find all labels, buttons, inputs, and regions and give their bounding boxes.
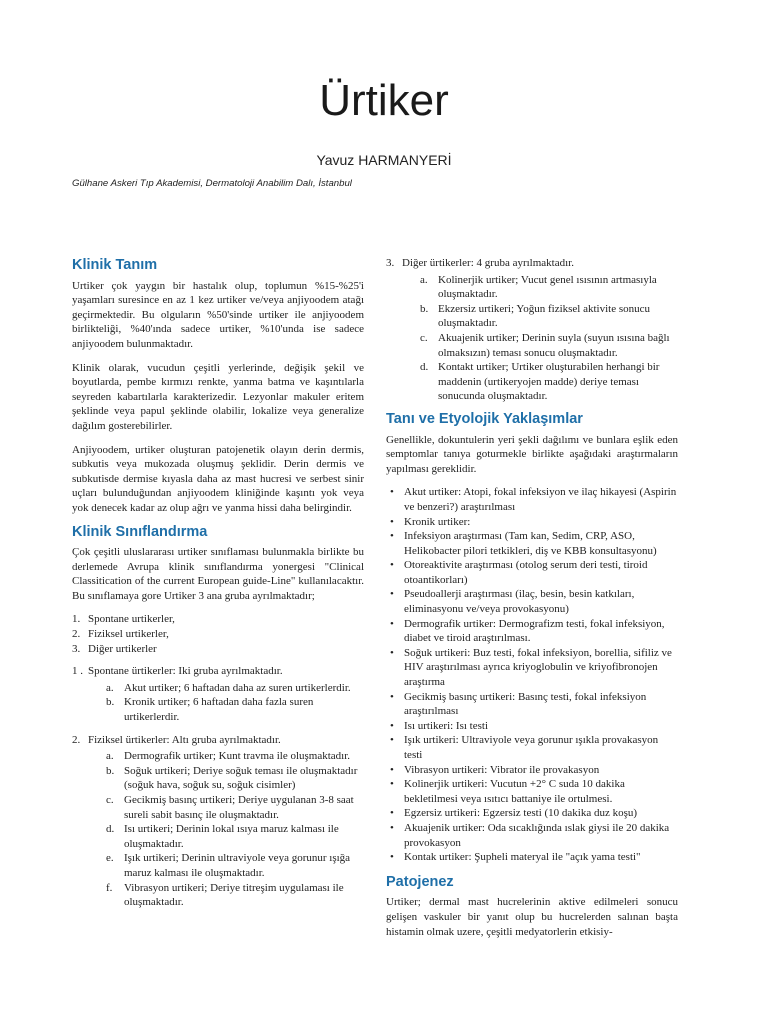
group-list [72, 612, 364, 656]
right-column [386, 256, 678, 948]
list-item: a. Kolinerjik urtiker; Vucut genel ısısının artmasıyla oluşmaktadır. [420, 273, 657, 301]
list-item: d. Kontakt urtiker; Urtiker oluşturabilen herhangi bir maddenin (urtikeryojen madde) deriye teması sonucunda oluşmaktadır. [420, 361, 660, 403]
list-item: • Otoreaktivite araştırması (otolog serum deri testi, tiroid otoantikorları) [386, 558, 678, 587]
list-item: 2. Fiziksel ürtikerler: Altı gruba ayrılmaktadır. a. Dermografik urtiker; Kunt travma ile oluşmaktadır. b. Soğuk urtikeri; Deriye soğuk teması ile oluşmaktadır (soğuk hava, soğuk su, soğuk cisimler) c. Gecikmiş basınç urtikeri; Deriye uygulanan 3-8 saat sureli sabit basınç ile oluşmaktadır. d. Isı urtikeri; Derinin lokal ısıya maruz kalması ile oluşmaktadır. e. Işık urtikeri; Derinin ultraviyole veya gorunur ışığa maruz kalması ile oluşmaktadır. f. Vibrasyon urtikeri; Deriye titreşim uygulaması ile oluşmaktadır. [72, 733, 364, 910]
list-item: • Vibrasyon urtikeri: Vibrator ile provakasyon [386, 763, 678, 778]
paragraph: Anjiyoodem, urtiker oluşturan patojenetik olayın derin dermis, subkutis veya mukozada oluşmuş şeklidir. Derin dermis ve subkutisde dermise kıyasla daha az mast hucresi ve serbest sinir uçları bulunduğundan anjiyoodem kliniğinde kaşıntı yok veya yok denecek kadar az olup ağrı ve yanma hissi daha belirgindir. [72, 443, 364, 514]
list-item: • Gecikmiş basınç urtikeri: Basınç testi, fokal infeksiyon araştırılması [386, 690, 678, 719]
list-item: 3. Diğer ürtikerler: 4 gruba ayrılmaktadır. a. Kolinerjik urtiker; Vucut genel ısısının artmasıyla oluşmaktadır. b. Ekzersiz urtikeri; Yoğun fiziksel aktivite sonucu oluşmaktadır. c. Akuajenik urtiker; Derinin suyla (suyun ısısına bağlı olmaksızın) teması sonucu oluşmaktadır. d. Kontakt urtiker; Urtiker oluşturabilen herhangi bir maddenin (urtikeryojen madde) deriye teması sonucunda oluşmaktadır. [386, 256, 678, 404]
list-item: a. Dermografik urtiker; Kunt travma ile oluşmaktadır. [106, 750, 351, 763]
heading-klinik-siniflandirma: Klinik Sınıflandırma [72, 523, 208, 540]
list-item: • Kontak urtiker: Şupheli materyal ile "açık yama testi" [386, 850, 678, 865]
sub-list [88, 681, 364, 725]
list-item: • Kronik urtiker: [386, 515, 678, 530]
list-item: • Akuajenik urtiker: Oda sıcaklığında ıslak giysi ile 20 dakika provokasyon [386, 821, 678, 850]
list-item: • Dermografik urtiker: Dermografizm testi, fokal infeksiyon, diabet ve tiroid araştırılması. [386, 617, 678, 646]
paragraph: Urtiker çok yaygın bir hastalık olup, toplumun %15-%25'i yaşamları suresince en az 1 kez urtiker ve/veya anjiyoodem atağı geçirmektedir. Bu olguların %50'sinde urtiker ile anjiyoodem birlikteliği, %40'ında sadece urtiker, %10'unda ise sadece anjiyoodem bulunmaktadır. [72, 279, 364, 350]
paragraph: Klinik olarak, vucudun çeşitli yerlerinde, değişik şekil ve boyutlarda, pembe kırmızı renkte, yanma batma ve kaşıntılarla seyreden kabartılarla karakterizedir. Lezyonlar makuler eritem şeklinde veya papul şeklinde olabilir, lokalize veya generalize dağılım gosterebilirler. [72, 361, 364, 432]
left-column [72, 258, 364, 918]
list-item: f. Vibrasyon urtikeri; Deriye titreşim uygulaması ile oluşmaktadır. [106, 881, 344, 909]
author-name: Yavuz HARMANYERİ [316, 152, 452, 168]
paragraph: Çok çeşitli uluslararası urtiker sınıflaması bulunmakla birlikte bu derlemede Avrupa klinik sınıflandırma yonergesi "Clinical Classitication of the current European guide-Line" kullanılacaktır. Bu sınıflamaya gore Urtiker 3 ana gruba ayrılmaktadır; [72, 546, 364, 602]
paragraph: Genellikle, dokuntulerin yeri şekli dağılımı ve bunlara eşlik eden semptomlar tanıya goturmekle birlikte aşağıdaki araştırmaların yapılması gereklidir. [386, 433, 678, 475]
list-item: c. Gecikmiş basınç urtikeri; Deriye uygulanan 3-8 saat sureli sabit basınç ile oluşmaktadır. [106, 794, 354, 821]
list-item: b. Kronik urtiker; 6 haftadan daha fazla suren urtikerlerdir. [106, 696, 314, 724]
list-item: • Pseudoallerji araştırması (ilaç, besin, besin katkıları, eliminasyonu ve/veya provokasyonu) [386, 587, 678, 616]
list-item: e. Işık urtikeri; Derinin ultraviyole veya gorunur ışığa maruz kalması ile oluşmaktadır. [106, 852, 351, 879]
list-item: • Isı urtikeri: Isı testi [386, 719, 678, 734]
list-item: 1. Spontane urtikerler, [72, 613, 175, 626]
affiliation: Gülhane Askeri Tıp Akademisi, Dermatoloji Anabilim Dalı, İstanbul [72, 178, 352, 189]
list-item: b. Ekzersiz urtikeri; Yoğun fiziksel aktivite sonucu oluşmaktadır. [420, 302, 651, 330]
sub-list [88, 749, 364, 910]
list-item: b. Soğuk urtikeri; Deriye soğuk teması ile oluşmaktadır (soğuk hava, soğuk su, soğuk cisimler) [106, 764, 358, 792]
paragraph: Urtiker; dermal mast hucrelerinin aktive edilmeleri sonucu gelişen vaskuler bir yanıt olup bu hucrelerden salınan başta histamin olmak uzere, çeşitli medyatorlerin etkisiy- [386, 896, 678, 938]
article-title: Ürtiker [319, 76, 449, 125]
list-item: • Akut urtiker: Atopi, fokal infeksiyon ve ilaç hikayesi (Aspirin ve benzeri?) araştırılması [386, 485, 678, 514]
heading-tani: Tanı ve Etyolojik Yaklaşımlar [386, 410, 583, 427]
list-item: • Infeksiyon araştırması (Tam kan, Sedim, CRP, ASO, Helikobacter pilori tetkikleri, diş ve KBB konsultasyonu) [386, 529, 678, 558]
sub-list [402, 273, 678, 404]
list-item: • Egzersiz urtikeri: Egzersiz testi (10 dakika duz koşu) [386, 806, 678, 821]
heading-patojenez: Patojenez [386, 873, 454, 890]
list-item: d. Isı urtikeri; Derinin lokal ısıya maruz kalması ile oluşmaktadır. [106, 823, 339, 850]
spontane-list [72, 664, 364, 910]
list-item: c. Akuajenik urtiker; Derinin suyla (suyun ısısına bağlı olmaksızın) teması sonucu oluşmaktadır. [420, 331, 670, 359]
list-item: a. Akut urtiker; 6 haftadan daha az suren urtikerlerdir. [106, 681, 351, 694]
list-item: • Işık urtikeri: Ultraviyole veya gorunur ışıkla provakasyon testi [386, 733, 678, 762]
list-item: • Kolinerjik urtikeri: Vucutun +2° C suda 10 dakika bekletilmesi veya ısıtıcı battaniye ile ortulmesi. [386, 777, 678, 806]
list-item: • Soğuk urtikeri: Buz testi, fokal infeksiyon, borellia, sifiliz ve HIV araştırılması ayrıca kriyoglobulin ve kriyofibronojen araştırma [386, 646, 678, 690]
diger-list [386, 256, 678, 404]
bullet-list [386, 485, 678, 864]
list-item: 2. Fiziksel urtikerler, [72, 628, 169, 641]
list-item: 3. Diğer urtikerler [72, 642, 157, 655]
heading-klinik-tanim: Klinik Tanım [72, 257, 158, 273]
list-item: 1 . Spontane ürtikerler: Iki gruba ayrılmaktadır. a. Akut urtiker; 6 haftadan daha az suren urtikerlerdir. b. Kronik urtiker; 6 haftadan daha fazla suren urtikerlerdir. [72, 664, 364, 724]
